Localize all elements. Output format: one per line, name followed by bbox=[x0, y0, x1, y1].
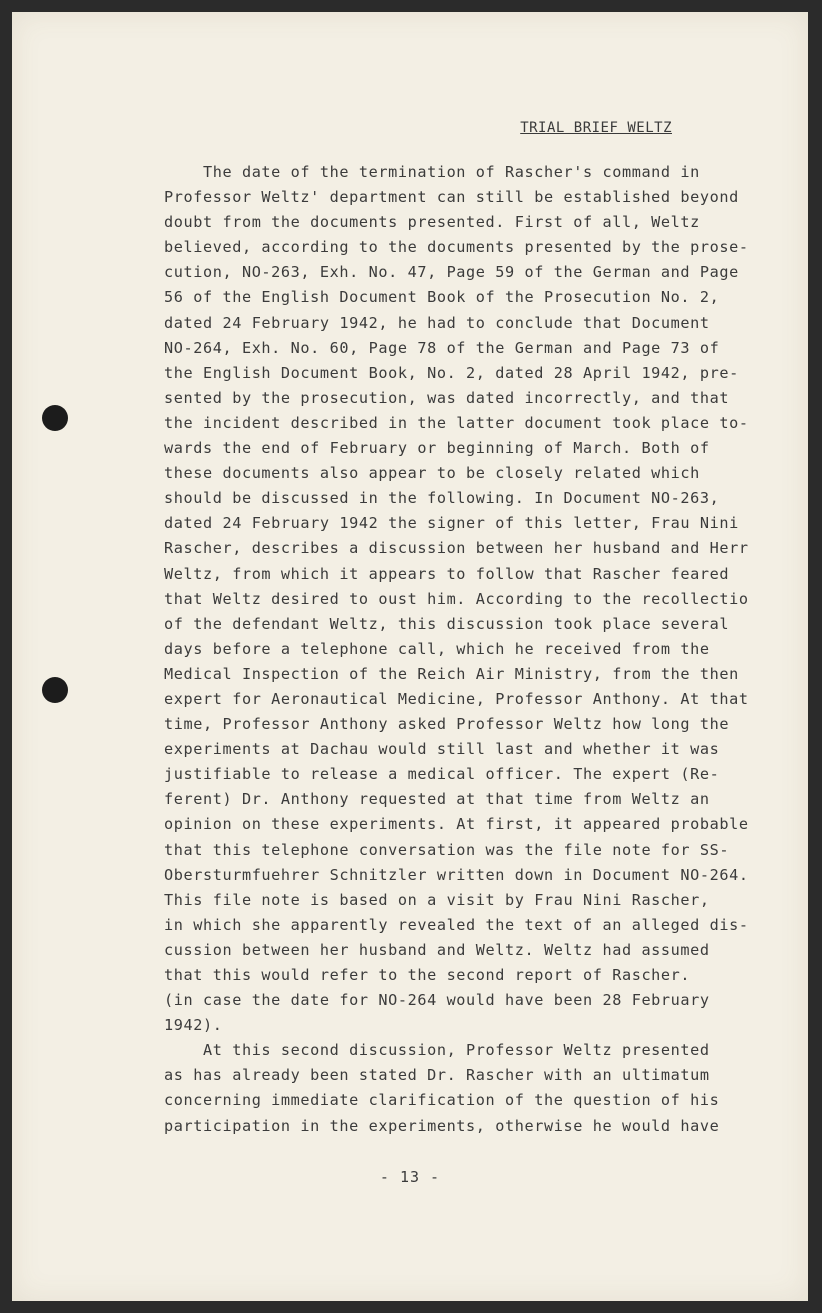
text-line: The date of the termination of Rascher's command in bbox=[164, 163, 700, 181]
text-line: NO-264, Exh. No. 60, Page 78 of the German and Page 73 of bbox=[164, 338, 720, 357]
punch-hole bbox=[42, 677, 68, 703]
text-line: 1942). bbox=[164, 1016, 223, 1035]
document-page bbox=[12, 12, 808, 1301]
punch-hole bbox=[42, 405, 68, 431]
text-line: wards the end of February or beginning of March. Both of bbox=[164, 439, 710, 458]
text-line: dated 24 February 1942, he had to conclude that Document bbox=[164, 313, 710, 332]
text-line: Professor Weltz' department can still be established beyond bbox=[164, 188, 739, 207]
text-line: cution, NO-263, Exh. No. 47, Page 59 of the German and Page bbox=[164, 263, 739, 282]
text-line: This file note is based on a visit by Frau Nini Rascher, bbox=[164, 890, 710, 909]
text-line: dated 24 February 1942 the signer of this letter, Frau Nini bbox=[164, 514, 739, 533]
text-line: justifiable to release a medical officer. The expert (Re- bbox=[164, 765, 720, 784]
text-line: Obersturmfuehrer Schnitzler written down in Document NO-264. bbox=[164, 865, 749, 884]
text-line: in which she apparently revealed the text of an alleged dis- bbox=[164, 915, 749, 934]
text-line: as has already been stated Dr. Rascher with an ultimatum bbox=[164, 1066, 710, 1085]
text-line: ferent) Dr. Anthony requested at that time from Weltz an bbox=[164, 790, 710, 809]
text-line: believed, according to the documents presented by the prose- bbox=[164, 238, 749, 257]
text-line: Weltz, from which it appears to follow that Rascher feared bbox=[164, 564, 730, 583]
text-line: (in case the date for NO-264 would have been 28 February bbox=[164, 991, 710, 1010]
text-line: should be discussed in the following. In Document NO-263, bbox=[164, 489, 720, 508]
body-text bbox=[164, 160, 804, 1139]
text-line: doubt from the documents presented. First of all, Weltz bbox=[164, 213, 700, 232]
text-line: Medical Inspection of the Reich Air Ministry, from the then bbox=[164, 664, 739, 683]
text-line: of the defendant Weltz, this discussion took place several bbox=[164, 614, 730, 633]
text-line: the incident described in the latter document took place to- bbox=[164, 413, 749, 432]
text-line: participation in the experiments, otherwise he would have bbox=[164, 1116, 720, 1135]
text-line: that this telephone conversation was the file note for SS- bbox=[164, 840, 730, 859]
text-line: concerning immediate clarification of the question of his bbox=[164, 1091, 720, 1110]
document-header: TRIAL BRIEF WELTZ bbox=[520, 120, 672, 136]
text-line: cussion between her husband and Weltz. Weltz had assumed bbox=[164, 940, 710, 959]
text-line: At this second discussion, Professor Weltz presented bbox=[164, 1041, 710, 1060]
text-line: sented by the prosecution, was dated incorrectly, and that bbox=[164, 388, 730, 407]
text-line: expert for Aeronautical Medicine, Professor Anthony. At that bbox=[164, 689, 749, 708]
text-line: Rascher, describes a discussion between her husband and Herr bbox=[164, 539, 749, 558]
text-line: opinion on these experiments. At first, it appeared probable bbox=[164, 815, 749, 834]
text-line: days before a telephone call, which he received from the bbox=[164, 639, 710, 658]
text-line: 56 of the English Document Book of the Prosecution No. 2, bbox=[164, 288, 720, 307]
text-line: time, Professor Anthony asked Professor Weltz how long the bbox=[164, 715, 730, 734]
text-line: these documents also appear to be closely related which bbox=[164, 464, 700, 483]
page-number: - 13 - bbox=[379, 1168, 441, 1186]
text-line: experiments at Dachau would still last and whether it was bbox=[164, 740, 720, 759]
text-line: that Weltz desired to oust him. According to the recollectio bbox=[164, 589, 749, 608]
text-line: the English Document Book, No. 2, dated 28 April 1942, pre- bbox=[164, 363, 739, 382]
text-line: that this would refer to the second report of Rascher. bbox=[164, 966, 691, 984]
